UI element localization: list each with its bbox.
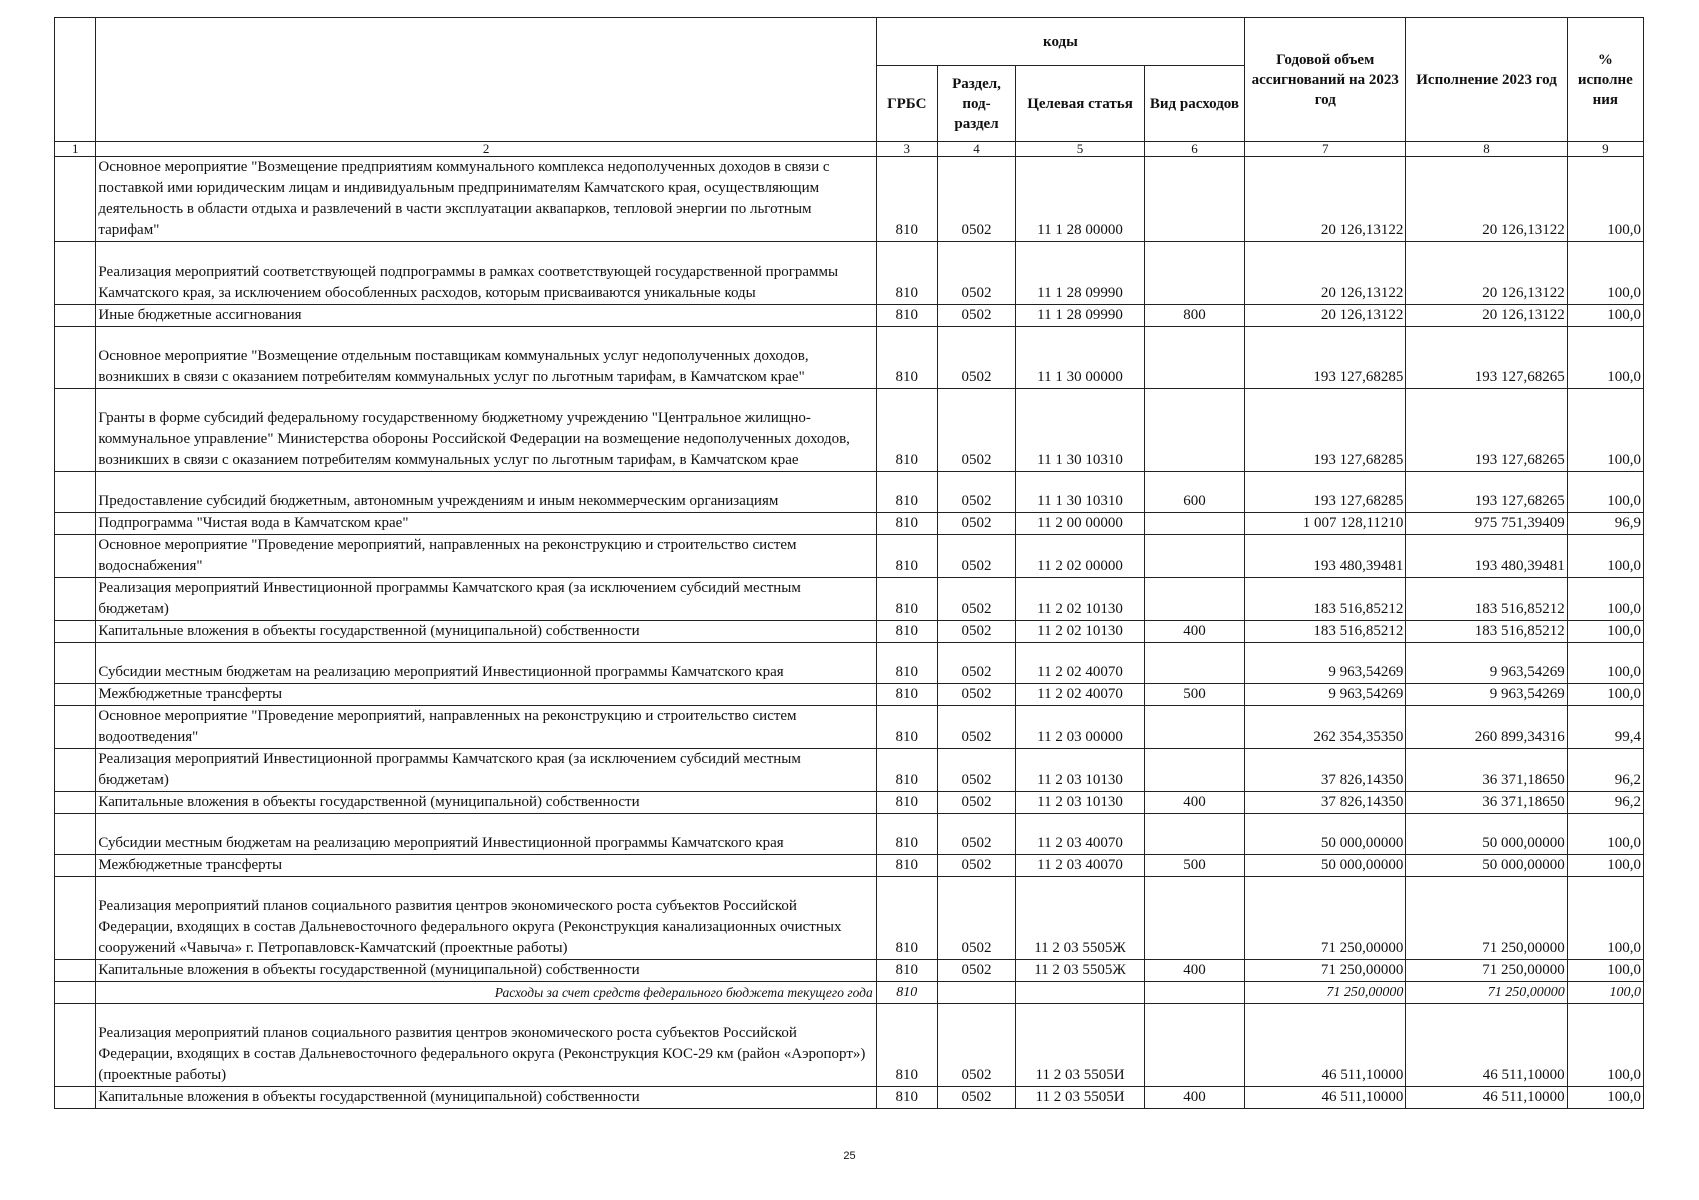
- column-number: 7: [1245, 142, 1406, 157]
- row-annual-volume-cell: 71 250,00000: [1245, 982, 1406, 1004]
- row-name-cell: Иные бюджетные ассигнования: [96, 305, 876, 327]
- row-name-cell: Субсидии местным бюджетам на реализацию мероприятий Инвестиционной программы Камчатского края: [96, 814, 876, 855]
- row-execution-cell: 71 250,00000: [1406, 982, 1567, 1004]
- column-number: 1: [55, 142, 96, 157]
- row-name-cell: Основное мероприятие "Возмещение отдельным поставщикам коммунальных услуг недополученных доходов, возникших в связи с оказанием потребителям коммунальных услуг по льготным тарифам, в Камчатском крае": [96, 327, 876, 389]
- row-expense-type-cell: 500: [1144, 855, 1244, 877]
- row-target-article-cell: 11 1 30 00000: [1016, 327, 1145, 389]
- header-section: Раздел, под-раздел: [937, 66, 1015, 142]
- column-number: 9: [1567, 142, 1643, 157]
- table-row: [55, 877, 1644, 960]
- row-section-cell: 0502: [937, 621, 1015, 643]
- row-execution-cell: 193 480,39481: [1406, 535, 1567, 578]
- row-annual-volume-cell: 20 126,13122: [1245, 157, 1406, 242]
- column-number: 6: [1144, 142, 1244, 157]
- row-percent-cell: 100,0: [1567, 242, 1643, 305]
- row-name-cell: Реализация мероприятий планов социального развития центров экономического роста субъектов Российской Федерации, входящих в состав Дальневосточного федерального округа (Реконструкция канализационных очистных сооружений «Чавыча» г. Петропавловск-Камчатский (проектные работы): [96, 877, 876, 960]
- header-annual-volume: Годовой объем ассигнований на 2023 год: [1245, 18, 1406, 142]
- row-name-cell: Капитальные вложения в объекты государственной (муниципальной) собственности: [96, 960, 876, 982]
- row-grbs-cell: 810: [876, 684, 937, 706]
- table-row: [55, 242, 1644, 305]
- row-index-cell: [55, 684, 96, 706]
- table-row: [55, 578, 1644, 621]
- row-grbs-cell: 810: [876, 960, 937, 982]
- row-grbs-cell: 810: [876, 535, 937, 578]
- row-execution-cell: 50 000,00000: [1406, 814, 1567, 855]
- row-name-cell: Основное мероприятие "Возмещение предприятиям коммунального комплекса недополученных доходов в связи с поставкой ими юридическим лицам и индивидуальным предпринимателям Камчатского края, осуществляющим деятельность в области отдыха и развлечений в части эксплуатации аквапарков, тепловой энергии по льготным тарифам": [96, 157, 876, 242]
- row-percent-cell: 100,0: [1567, 305, 1643, 327]
- table-row: [55, 792, 1644, 814]
- table-row: [55, 472, 1644, 513]
- row-index-cell: [55, 749, 96, 792]
- row-execution-cell: 36 371,18650: [1406, 792, 1567, 814]
- row-index-cell: [55, 855, 96, 877]
- row-grbs-cell: 810: [876, 792, 937, 814]
- header-blank-2: [96, 18, 876, 142]
- row-annual-volume-cell: 193 480,39481: [1245, 535, 1406, 578]
- row-percent-cell: 100,0: [1567, 472, 1643, 513]
- row-percent-cell: 100,0: [1567, 814, 1643, 855]
- row-execution-cell: 20 126,13122: [1406, 305, 1567, 327]
- header-percent: % исполне ния: [1567, 18, 1643, 142]
- row-grbs-cell: 810: [876, 621, 937, 643]
- row-execution-cell: 36 371,18650: [1406, 749, 1567, 792]
- row-section-cell: 0502: [937, 960, 1015, 982]
- row-section-cell: 0502: [937, 578, 1015, 621]
- row-grbs-cell: 810: [876, 982, 937, 1004]
- row-index-cell: [55, 706, 96, 749]
- row-grbs-cell: 810: [876, 814, 937, 855]
- row-index-cell: [55, 792, 96, 814]
- row-name-cell: Реализация мероприятий Инвестиционной программы Камчатского края (за исключением субсидий местным бюджетам): [96, 578, 876, 621]
- row-section-cell: 0502: [937, 389, 1015, 472]
- table-row: [55, 327, 1644, 389]
- row-percent-cell: 100,0: [1567, 1004, 1643, 1087]
- row-percent-cell: 100,0: [1567, 578, 1643, 621]
- row-target-article-cell: 11 1 30 10310: [1016, 389, 1145, 472]
- row-section-cell: 0502: [937, 472, 1015, 513]
- table-row: [55, 389, 1644, 472]
- row-annual-volume-cell: 9 963,54269: [1245, 643, 1406, 684]
- row-grbs-cell: 810: [876, 706, 937, 749]
- row-annual-volume-cell: 1 007 128,11210: [1245, 513, 1406, 535]
- row-annual-volume-cell: 183 516,85212: [1245, 621, 1406, 643]
- row-section-cell: 0502: [937, 749, 1015, 792]
- row-annual-volume-cell: 37 826,14350: [1245, 792, 1406, 814]
- row-section-cell: 0502: [937, 792, 1015, 814]
- row-expense-type-cell: [1144, 389, 1244, 472]
- row-target-article-cell: 11 2 02 10130: [1016, 578, 1145, 621]
- row-execution-cell: 193 127,68265: [1406, 389, 1567, 472]
- row-expense-type-cell: [1144, 242, 1244, 305]
- header-execution: Исполнение 2023 год: [1406, 18, 1567, 142]
- row-execution-cell: 71 250,00000: [1406, 877, 1567, 960]
- row-annual-volume-cell: 46 511,10000: [1245, 1004, 1406, 1087]
- row-execution-cell: 46 511,10000: [1406, 1004, 1567, 1087]
- table-row: [55, 513, 1644, 535]
- row-percent-cell: 100,0: [1567, 327, 1643, 389]
- row-expense-type-cell: [1144, 327, 1244, 389]
- row-annual-volume-cell: 193 127,68285: [1245, 389, 1406, 472]
- row-index-cell: [55, 327, 96, 389]
- budget-execution-table: [54, 17, 1644, 1109]
- row-execution-cell: 9 963,54269: [1406, 684, 1567, 706]
- row-annual-volume-cell: 20 126,13122: [1245, 305, 1406, 327]
- row-section-cell: 0502: [937, 1087, 1015, 1109]
- row-index-cell: [55, 982, 96, 1004]
- row-section-cell: 0502: [937, 877, 1015, 960]
- column-number: 5: [1016, 142, 1145, 157]
- row-section-cell: 0502: [937, 513, 1015, 535]
- table-header: [55, 18, 1644, 157]
- row-execution-cell: 20 126,13122: [1406, 242, 1567, 305]
- row-section-cell: 0502: [937, 643, 1015, 684]
- row-index-cell: [55, 643, 96, 684]
- row-expense-type-cell: [1144, 157, 1244, 242]
- row-target-article-cell: 11 2 03 10130: [1016, 749, 1145, 792]
- header-target-article: Целевая статья: [1016, 66, 1145, 142]
- row-grbs-cell: 810: [876, 157, 937, 242]
- row-annual-volume-cell: 50 000,00000: [1245, 855, 1406, 877]
- row-name-cell: Межбюджетные трансферты: [96, 684, 876, 706]
- row-expense-type-cell: [1144, 706, 1244, 749]
- page-number: 25: [843, 1150, 856, 1162]
- row-annual-volume-cell: 183 516,85212: [1245, 578, 1406, 621]
- row-expense-type-cell: [1144, 535, 1244, 578]
- row-execution-cell: 260 899,34316: [1406, 706, 1567, 749]
- row-execution-cell: 183 516,85212: [1406, 578, 1567, 621]
- row-percent-cell: 100,0: [1567, 1087, 1643, 1109]
- row-annual-volume-cell: 46 511,10000: [1245, 1087, 1406, 1109]
- row-index-cell: [55, 578, 96, 621]
- row-target-article-cell: 11 1 28 09990: [1016, 242, 1145, 305]
- row-target-article-cell: 11 2 03 5505И: [1016, 1087, 1145, 1109]
- row-target-article-cell: 11 2 02 00000: [1016, 535, 1145, 578]
- row-grbs-cell: 810: [876, 305, 937, 327]
- table-row: [55, 855, 1644, 877]
- row-index-cell: [55, 1087, 96, 1109]
- row-expense-type-cell: [1144, 1004, 1244, 1087]
- row-name-cell: Расходы за счет средств федерального бюджета текущего года: [96, 982, 876, 1004]
- row-expense-type-cell: 400: [1144, 1087, 1244, 1109]
- header-codes-group: коды: [876, 18, 1244, 66]
- table-row: [55, 535, 1644, 578]
- table-row: [55, 1087, 1644, 1109]
- row-execution-cell: 183 516,85212: [1406, 621, 1567, 643]
- table-row: [55, 643, 1644, 684]
- row-target-article-cell: 11 1 30 10310: [1016, 472, 1145, 513]
- row-expense-type-cell: 500: [1144, 684, 1244, 706]
- row-percent-cell: 100,0: [1567, 684, 1643, 706]
- row-section-cell: 0502: [937, 706, 1015, 749]
- row-index-cell: [55, 513, 96, 535]
- row-annual-volume-cell: 9 963,54269: [1245, 684, 1406, 706]
- row-index-cell: [55, 1004, 96, 1087]
- row-index-cell: [55, 535, 96, 578]
- row-expense-type-cell: 400: [1144, 960, 1244, 982]
- row-section-cell: 0502: [937, 1004, 1015, 1087]
- row-target-article-cell: 11 2 03 40070: [1016, 814, 1145, 855]
- row-index-cell: [55, 621, 96, 643]
- header-blank-1: [55, 18, 96, 142]
- row-name-cell: Капитальные вложения в объекты государственной (муниципальной) собственности: [96, 792, 876, 814]
- row-grbs-cell: 810: [876, 513, 937, 535]
- table-row: [55, 960, 1644, 982]
- row-annual-volume-cell: 262 354,35350: [1245, 706, 1406, 749]
- row-execution-cell: 193 127,68265: [1406, 472, 1567, 513]
- row-name-cell: Гранты в форме субсидий федеральному государственному бюджетному учреждению "Центральное жилищно-коммунальное управление" Министерства обороны Российской Федерации на возмещение недополученных доходов, возникших в связи с оказанием потребителям коммунальных услуг по льготным тарифам, в Камчатском крае: [96, 389, 876, 472]
- row-annual-volume-cell: 20 126,13122: [1245, 242, 1406, 305]
- row-target-article-cell: 11 2 00 00000: [1016, 513, 1145, 535]
- row-name-cell: Реализация мероприятий соответствующей подпрограммы в рамках соответствующей государственной программы Камчатского края, за исключением обособленных расходов, которым присваиваются уникальные коды: [96, 242, 876, 305]
- row-percent-cell: 100,0: [1567, 960, 1643, 982]
- row-name-cell: Реализация мероприятий планов социального развития центров экономического роста субъектов Российской Федерации, входящих в состав Дальневосточного федерального округа (Реконструкция КОС-29 км (район «Аэропорт») (проектные работы): [96, 1004, 876, 1087]
- row-execution-cell: 71 250,00000: [1406, 960, 1567, 982]
- table-row: [55, 982, 1644, 1004]
- column-number: 4: [937, 142, 1015, 157]
- row-annual-volume-cell: 50 000,00000: [1245, 814, 1406, 855]
- row-index-cell: [55, 389, 96, 472]
- row-section-cell: 0502: [937, 327, 1015, 389]
- row-name-cell: Основное мероприятие "Проведение мероприятий, направленных на реконструкцию и строительство систем водоснабжения": [96, 535, 876, 578]
- row-section-cell: 0502: [937, 814, 1015, 855]
- row-target-article-cell: 11 2 02 10130: [1016, 621, 1145, 643]
- row-percent-cell: 100,0: [1567, 643, 1643, 684]
- row-section-cell: 0502: [937, 157, 1015, 242]
- table-row: [55, 305, 1644, 327]
- row-index-cell: [55, 814, 96, 855]
- row-execution-cell: 9 963,54269: [1406, 643, 1567, 684]
- row-percent-cell: 96,9: [1567, 513, 1643, 535]
- row-name-cell: Основное мероприятие "Проведение мероприятий, направленных на реконструкцию и строительство систем водоотведения": [96, 706, 876, 749]
- row-target-article-cell: 11 2 02 40070: [1016, 684, 1145, 706]
- row-expense-type-cell: 600: [1144, 472, 1244, 513]
- row-index-cell: [55, 472, 96, 513]
- row-execution-cell: 50 000,00000: [1406, 855, 1567, 877]
- row-section-cell: 0502: [937, 305, 1015, 327]
- row-annual-volume-cell: 193 127,68285: [1245, 472, 1406, 513]
- row-section-cell: 0502: [937, 535, 1015, 578]
- row-section-cell: 0502: [937, 684, 1015, 706]
- row-expense-type-cell: [1144, 578, 1244, 621]
- row-target-article-cell: [1016, 982, 1145, 1004]
- row-section-cell: 0502: [937, 855, 1015, 877]
- row-expense-type-cell: [1144, 982, 1244, 1004]
- row-target-article-cell: 11 1 28 00000: [1016, 157, 1145, 242]
- row-execution-cell: 193 127,68265: [1406, 327, 1567, 389]
- row-percent-cell: 96,2: [1567, 792, 1643, 814]
- table-row: [55, 621, 1644, 643]
- row-grbs-cell: 810: [876, 578, 937, 621]
- budget-table-page: [54, 17, 1644, 1109]
- row-expense-type-cell: 400: [1144, 792, 1244, 814]
- row-target-article-cell: 11 2 03 00000: [1016, 706, 1145, 749]
- table-row: [55, 814, 1644, 855]
- row-grbs-cell: 810: [876, 1004, 937, 1087]
- row-percent-cell: 100,0: [1567, 389, 1643, 472]
- row-percent-cell: 100,0: [1567, 855, 1643, 877]
- row-percent-cell: 100,0: [1567, 535, 1643, 578]
- row-grbs-cell: 810: [876, 472, 937, 513]
- column-number-row: [55, 142, 1644, 157]
- row-execution-cell: 975 751,39409: [1406, 513, 1567, 535]
- row-percent-cell: 100,0: [1567, 157, 1643, 242]
- row-expense-type-cell: 400: [1144, 621, 1244, 643]
- row-target-article-cell: 11 2 03 5505Ж: [1016, 960, 1145, 982]
- header-expense-type: Вид расходов: [1144, 66, 1244, 142]
- row-name-cell: Субсидии местным бюджетам на реализацию мероприятий Инвестиционной программы Камчатского края: [96, 643, 876, 684]
- row-execution-cell: 46 511,10000: [1406, 1087, 1567, 1109]
- row-target-article-cell: 11 2 03 10130: [1016, 792, 1145, 814]
- row-grbs-cell: 810: [876, 855, 937, 877]
- row-expense-type-cell: [1144, 749, 1244, 792]
- table-row: [55, 1004, 1644, 1087]
- row-percent-cell: 100,0: [1567, 982, 1643, 1004]
- table-row: [55, 749, 1644, 792]
- table-row: [55, 706, 1644, 749]
- row-index-cell: [55, 305, 96, 327]
- row-index-cell: [55, 157, 96, 242]
- row-target-article-cell: 11 2 03 5505Ж: [1016, 877, 1145, 960]
- header-grbs: ГРБС: [876, 66, 937, 142]
- row-grbs-cell: 810: [876, 242, 937, 305]
- table-row: [55, 684, 1644, 706]
- row-index-cell: [55, 242, 96, 305]
- row-name-cell: Капитальные вложения в объекты государственной (муниципальной) собственности: [96, 1087, 876, 1109]
- row-target-article-cell: 11 2 02 40070: [1016, 643, 1145, 684]
- row-percent-cell: 100,0: [1567, 621, 1643, 643]
- row-name-cell: Подпрограмма "Чистая вода в Камчатском крае": [96, 513, 876, 535]
- row-target-article-cell: 11 2 03 5505И: [1016, 1004, 1145, 1087]
- row-grbs-cell: 810: [876, 1087, 937, 1109]
- row-target-article-cell: 11 2 03 40070: [1016, 855, 1145, 877]
- column-number: 2: [96, 142, 876, 157]
- row-name-cell: Реализация мероприятий Инвестиционной программы Камчатского края (за исключением субсидий местным бюджетам): [96, 749, 876, 792]
- row-expense-type-cell: [1144, 513, 1244, 535]
- row-name-cell: Капитальные вложения в объекты государственной (муниципальной) собственности: [96, 621, 876, 643]
- row-name-cell: Предоставление субсидий бюджетным, автономным учреждениям и иным некоммерческим организациям: [96, 472, 876, 513]
- row-index-cell: [55, 960, 96, 982]
- row-expense-type-cell: [1144, 877, 1244, 960]
- row-percent-cell: 96,2: [1567, 749, 1643, 792]
- row-target-article-cell: 11 1 28 09990: [1016, 305, 1145, 327]
- row-grbs-cell: 810: [876, 389, 937, 472]
- table-body: [55, 157, 1644, 1109]
- row-annual-volume-cell: 37 826,14350: [1245, 749, 1406, 792]
- row-execution-cell: 20 126,13122: [1406, 157, 1567, 242]
- row-index-cell: [55, 877, 96, 960]
- row-grbs-cell: 810: [876, 327, 937, 389]
- column-number: 8: [1406, 142, 1567, 157]
- column-number: 3: [876, 142, 937, 157]
- row-expense-type-cell: [1144, 814, 1244, 855]
- row-percent-cell: 99,4: [1567, 706, 1643, 749]
- row-annual-volume-cell: 71 250,00000: [1245, 960, 1406, 982]
- row-grbs-cell: 810: [876, 877, 937, 960]
- row-percent-cell: 100,0: [1567, 877, 1643, 960]
- row-annual-volume-cell: 71 250,00000: [1245, 877, 1406, 960]
- row-annual-volume-cell: 193 127,68285: [1245, 327, 1406, 389]
- row-expense-type-cell: 800: [1144, 305, 1244, 327]
- row-expense-type-cell: [1144, 643, 1244, 684]
- table-row: [55, 157, 1644, 242]
- row-section-cell: 0502: [937, 242, 1015, 305]
- row-name-cell: Межбюджетные трансферты: [96, 855, 876, 877]
- row-grbs-cell: 810: [876, 643, 937, 684]
- row-grbs-cell: 810: [876, 749, 937, 792]
- row-section-cell: [937, 982, 1015, 1004]
